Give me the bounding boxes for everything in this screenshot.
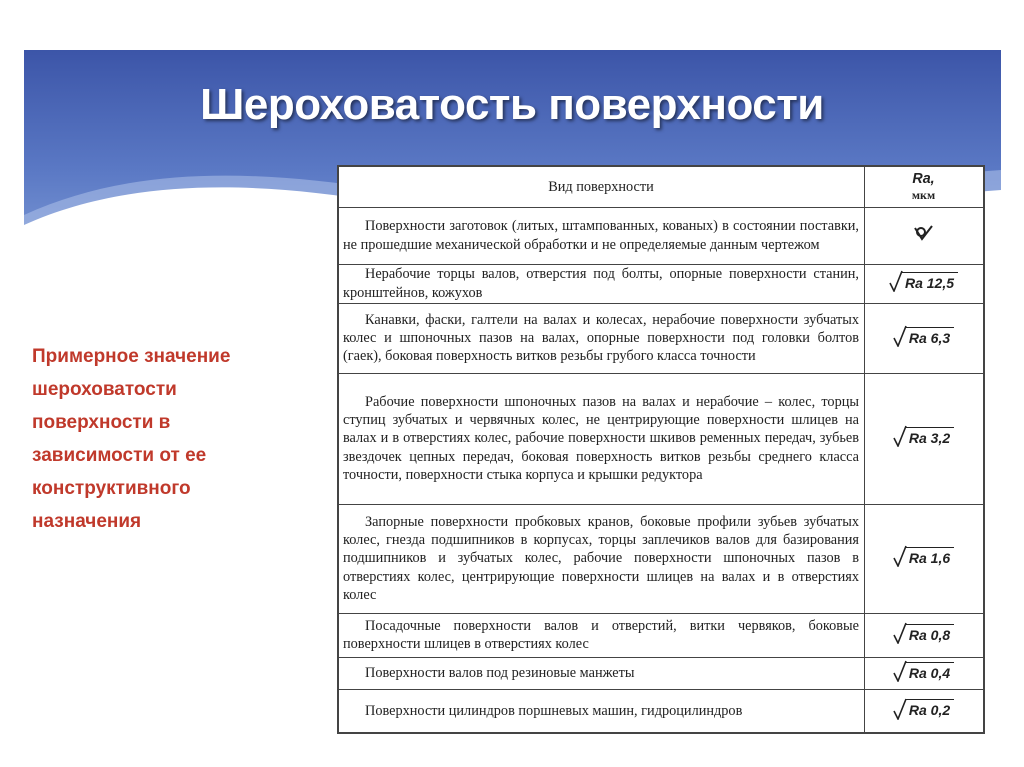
- ra-value: Ra 0,2: [906, 699, 954, 719]
- roughness-icon: [893, 698, 907, 720]
- roughness-icon: [893, 660, 907, 682]
- ra-value: Ra 12,5: [902, 272, 958, 292]
- surface-text: Рабочие поверхности шпоночных пазов на валах и нерабочие – колес, торцы ступиц зубчатых и червячных колес, не центрирующие поверхности шлицев на валах и в отверстиях колес, рабочие поверхности шкивов ременных передач, зубьев звездочек цепных передач, боковая поверхность витков резьбы среднего класса точности, поверхности стыка корпуса и крышки редуктора: [343, 393, 859, 483]
- roughness-icon: [889, 270, 903, 292]
- surface-text: Канавки, фаски, галтели на валах и колесах, нерабочие поверхности зубчатых колес и шпоночных пазов на валах, опорные поверхности под головки болтов (гаек), боковая поверхность витков резьбы грубого класса точности: [343, 311, 859, 365]
- table-row: [338, 207, 984, 264]
- surface-text: Нерабочие торцы валов, отверстия под болты, опорные поверхности станин, кронштейнов, кожухов: [343, 266, 859, 301]
- header-ra-symbol: Ra,: [912, 170, 935, 187]
- surface-text: Запорные поверхности пробковых кранов, боковые профили зубьев зубчатых колес, гнезда подшипников в корпусах, торцы заплечиков валов для базирования подшипников и зубчатых колес, рабочие поверхности шпоночных пазов в отверстиях колес, центрирующие поверхности шлицев на валах и в отверстиях колес: [343, 513, 859, 603]
- slide-title: Шероховатость поверхности: [200, 80, 824, 129]
- roughness-icon: [893, 622, 907, 644]
- table-row: [338, 373, 984, 504]
- roughness-icon: [893, 425, 907, 447]
- ra-value: Ra 1,6: [906, 547, 954, 567]
- surface-text: Поверхности заготовок (литых, штампованных, кованых) в состоянии поставки, не прошедшие механической обработки и не определяемые данным чертежом: [343, 218, 859, 253]
- roughness-table: [337, 165, 985, 734]
- table-row: [338, 689, 984, 733]
- header-surface: Вид поверхности: [338, 166, 865, 207]
- table-row: [338, 303, 984, 373]
- header-ra: [865, 166, 985, 207]
- no-removal-roughness-icon: [913, 224, 935, 242]
- roughness-icon: [893, 325, 907, 347]
- ra-value: Ra 3,2: [906, 427, 954, 447]
- surface-text: Поверхности валов под резиновые манжеты: [365, 664, 635, 681]
- table-row: [338, 504, 984, 613]
- ra-value: Ra 0,8: [906, 624, 954, 644]
- table-row: [338, 657, 984, 689]
- ra-value: Ra 0,4: [906, 662, 954, 682]
- table-header-row: [338, 166, 984, 207]
- header-ra-unit: мкм: [911, 187, 936, 202]
- roughness-icon: [893, 545, 907, 567]
- ra-value: Ra 6,3: [906, 327, 954, 347]
- side-caption: Примерное значение шероховатости поверхности в зависимости от ее конструктивного назначения: [32, 346, 231, 532]
- table-row: [338, 264, 984, 303]
- surface-text: Посадочные поверхности валов и отверстий, витки червяков, боковые поверхности шлицев в отверстиях колес: [343, 617, 859, 652]
- table-row: [338, 613, 984, 657]
- surface-text: Поверхности цилиндров поршневых машин, гидроцилиндров: [365, 702, 743, 719]
